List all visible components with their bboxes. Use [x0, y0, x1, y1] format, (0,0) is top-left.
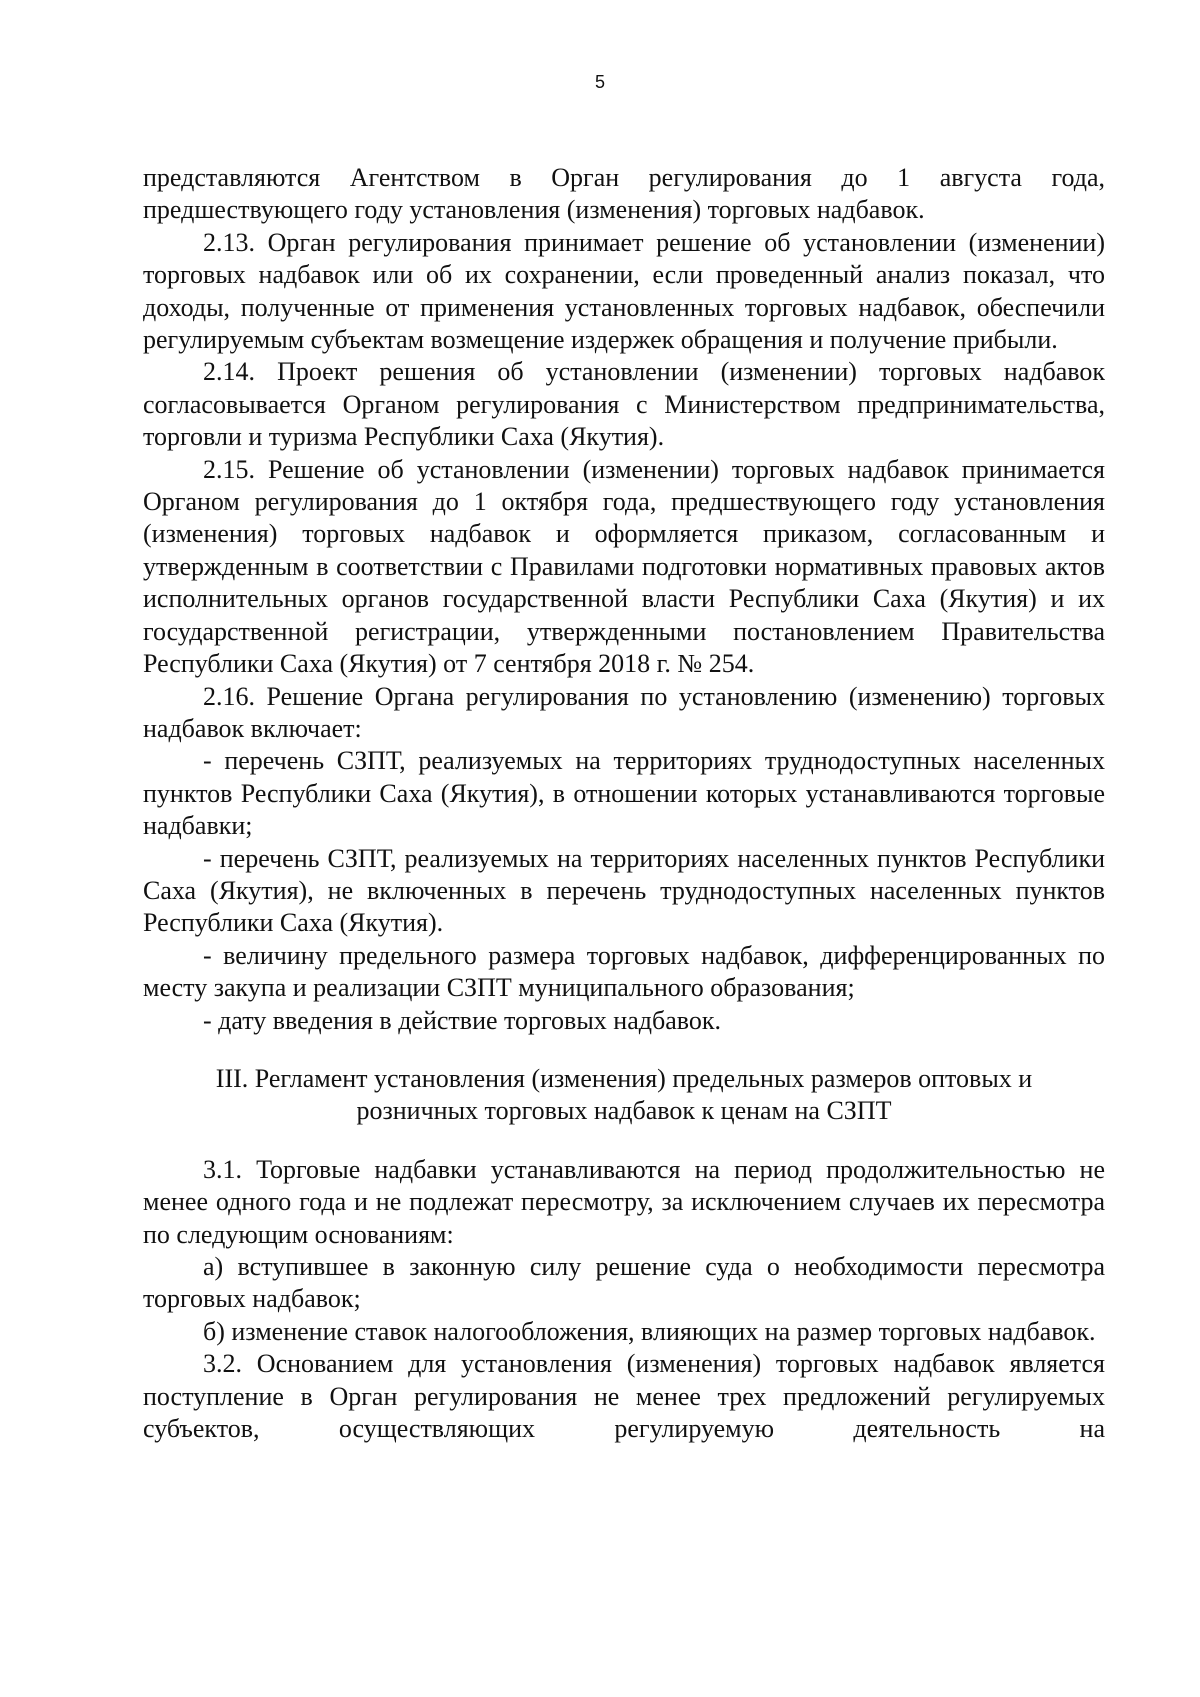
paragraph-2-13: 2.13. Орган регулирования принимает решение об установлении (изменении) торговых надбавок или об их сохранении, если проведенный анализ показал, что доходы, полученные от применения установленных торговых надбавок, обеспечили регулируемым субъектам возмещение издержек обращения и получение прибыли.: [143, 227, 1105, 355]
paragraph-3-1: 3.1. Торговые надбавки устанавливаются на период продолжительностью не менее одного года и не подлежат пересмотру, за исключением случаев их пересмотра по следующим основаниям:: [143, 1154, 1105, 1249]
list-item-effective-date: - дату введения в действие торговых надбавок.: [203, 1005, 721, 1035]
paragraph-2-14: 2.14. Проект решения об установлении (изменении) торговых надбавок согласовывается Органом регулирования с Министерством предпринимательства, торговли и туризма Республики Саха (Якутия).: [143, 357, 1105, 452]
section-heading-line-2: розничных торговых надбавок к ценам на СЗПТ: [356, 1096, 892, 1126]
paragraph-3-2: 3.2. Основанием для установления (изменения) торговых надбавок является поступление в Орган регулирования не менее трех предложений регулируемых субъектов, осуществляющих регулируемую деятельность на: [143, 1349, 1105, 1444]
list-item-difficult-access-list: - перечень СЗПТ, реализуемых на территориях труднодоступных населенных пунктов Республики Саха (Якутия), в отношении которых устанавливаются торговые надбавки;: [143, 746, 1105, 841]
section-heading-line-1: III. Регламент установления (изменения) предельных размеров оптовых и: [215, 1063, 1033, 1093]
section-heading: [143, 1063, 1105, 1128]
paragraph-2-16: 2.16. Решение Органа регулирования по установлению (изменению) торговых надбавок включает:: [143, 681, 1105, 743]
document-body: [143, 162, 1105, 1445]
paragraph-2-15: 2.15. Решение об установлении (изменении) торговых надбавок принимается Органом регулирования до 1 октября года, предшествующего году установления (изменения) торговых надбавок и оформляется приказом, согласованным и утвержденным в соответствии с Правилами подготовки нормативных правовых актов исполнительных органов государственной власти Республики Саха (Якутия) и их государственной регистрации, утвержденными постановлением Правительства Республики Саха (Якутия) от 7 сентября 2018 г. № 254.: [143, 454, 1105, 679]
list-item-markup-size: - величину предельного размера торговых надбавок, дифференцированных по месту закупа и реализации СЗПТ муниципального образования;: [143, 940, 1105, 1003]
page-number: 5: [594, 72, 605, 92]
list-item-other-settlements-list: - перечень СЗПТ, реализуемых на территориях населенных пунктов Республики Саха (Якутия), не включенных в перечень труднодоступных населенных пунктов Республики Саха (Якутия).: [143, 843, 1105, 938]
paragraph-continuation: представляются Агентством в Орган регулирования до 1 августа года, предшествующего году установления (изменения) торговых надбавок.: [143, 163, 1105, 225]
list-item-court-decision: а) вступившее в законную силу решение суда о необходимости пересмотра торговых надбавок;: [143, 1252, 1105, 1314]
list-item-tax-rates: б) изменение ставок налогообложения, влияющих на размер торговых надбавок.: [203, 1316, 1096, 1346]
